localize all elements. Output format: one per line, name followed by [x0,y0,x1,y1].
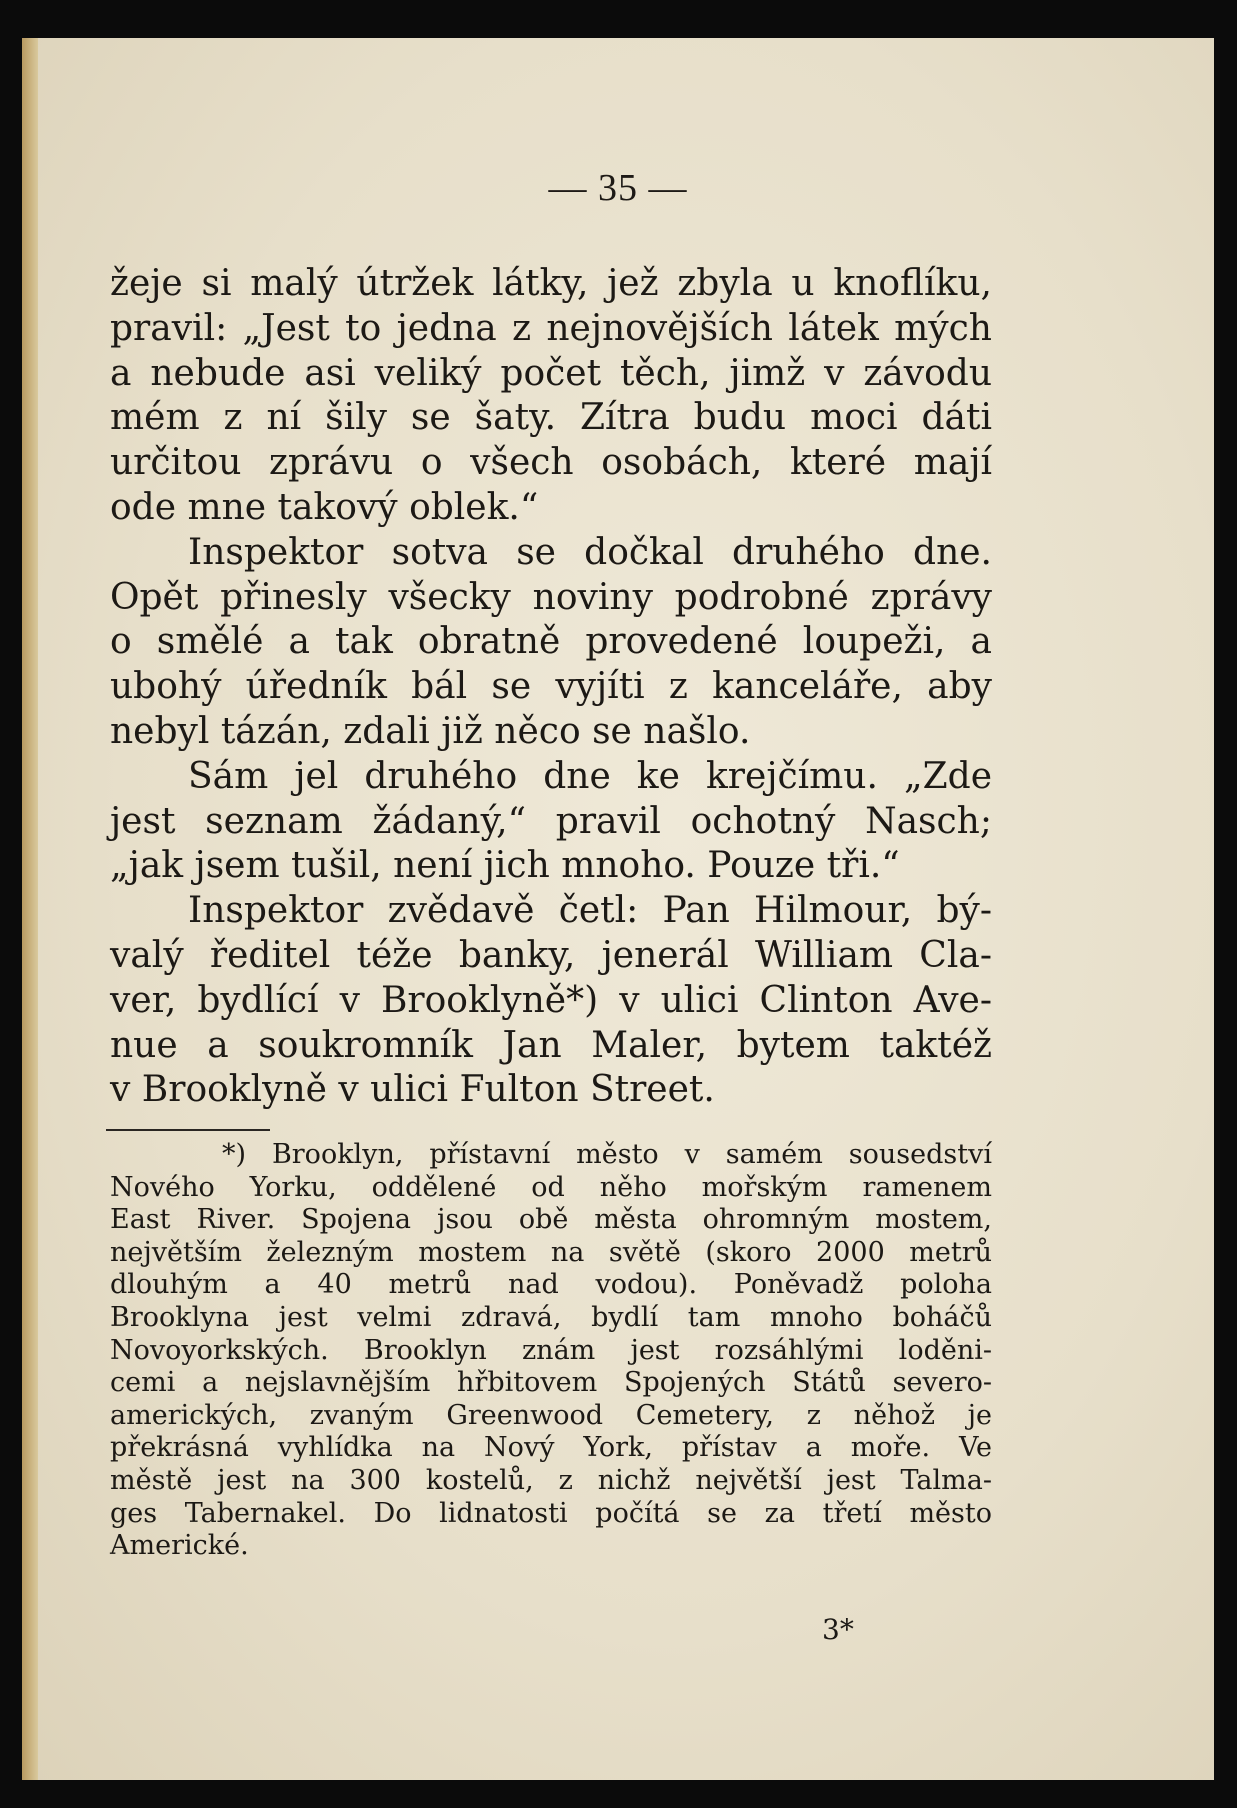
footnote-line: dlouhým a 40 metrů nad vodou). Poněvadž poloha [110,1269,992,1301]
body-line: nebyl tázán, zdali již něco se našlo. [110,710,751,752]
footnote-line: překrásná vyhlídka na Nový York, přístav a moře. Ve [110,1432,992,1464]
body-line: žeje si malý útržek látky, jež zbyla u knoflíku, [110,263,992,304]
body-line: valý ředitel téže banky, jenerál William Cla- [110,934,992,976]
book-page [22,38,1214,1780]
body-line: ubohý úředník bál se vyjíti z kanceláře, aby [110,666,992,708]
body-line: v Brooklyně v ulici Fulton Street. [110,1069,715,1111]
footnote [110,1139,992,1563]
body-line: ver, bydlící v Brooklyně*) v ulici Clinton Ave- [110,979,992,1021]
body-line: nue a soukromník Jan Maler, bytem taktéž [110,1024,992,1066]
footnote-line: městě jest na 300 kostelů, z nichž největší jest Talma- [110,1464,992,1496]
body-line: „jak jsem tušil, není jich mnoho. Pouze tři.“ [110,845,900,887]
footnote-line: *) Brooklyn, přístavní město v samém sousedství [222,1139,992,1170]
body-line: mém z ní šily se šaty. Zítra budu moci dáti [110,397,992,439]
footnote-line: největším železným mostem na světě (skoro 2000 metrů [110,1236,992,1268]
body-line: Inspektor zvědavě četl: Pan Hilmour, bý- [188,890,992,932]
body-line: Sám jel druhého dne ke krejčímu. „Zde [188,755,992,797]
body-line: pravil: „Jest to jedna z nejnovějších látek mých [110,307,992,349]
footnote-line: amerických, zvaným Greenwood Cemetery, z něhož je [110,1399,992,1431]
page-number: — 35 — [548,167,688,209]
body-line: o smělé a tak obratně provedené loupeži, a [110,621,992,663]
footnote-line: Nového Yorku, oddělené od něho mořským ramenem [110,1171,992,1203]
footnote-line: Novoyorkských. Brooklyn znám jest rozsáhlými loděni- [110,1334,992,1366]
footnote-line: Brooklyna jest velmi zdravá, bydlí tam mnoho boháčů [110,1301,992,1333]
body-line: Opět přinesly všecky noviny podrobné zprávy [110,576,992,618]
body-text [110,262,992,1113]
body-line: Inspektor sotva se dočkal druhého dne. [188,531,992,573]
footnote-line: ges Tabernakel. Do lidnatosti počítá se za třetí město [110,1497,992,1529]
page-binding-edge [22,38,38,1780]
signature-mark: 3* [822,1613,854,1646]
footnote-line: Americké. [110,1530,249,1562]
footnote-line: East River. Spojena jsou obě města ohromným mostem, [110,1204,992,1236]
body-line: jest seznam žádaný,“ pravil ochotný Nasch; [110,800,992,842]
body-line: a nebude asi veliký počet těch, jimž v závodu [110,352,992,394]
footnote-divider [106,1129,270,1131]
body-line: určitou zprávu o všech osobách, které mají [110,442,992,484]
footnote-line: cemi a nejslavnějším hřbitovem Spojených Států severo- [110,1367,992,1399]
body-line: ode mne takový oblek.“ [110,486,539,528]
